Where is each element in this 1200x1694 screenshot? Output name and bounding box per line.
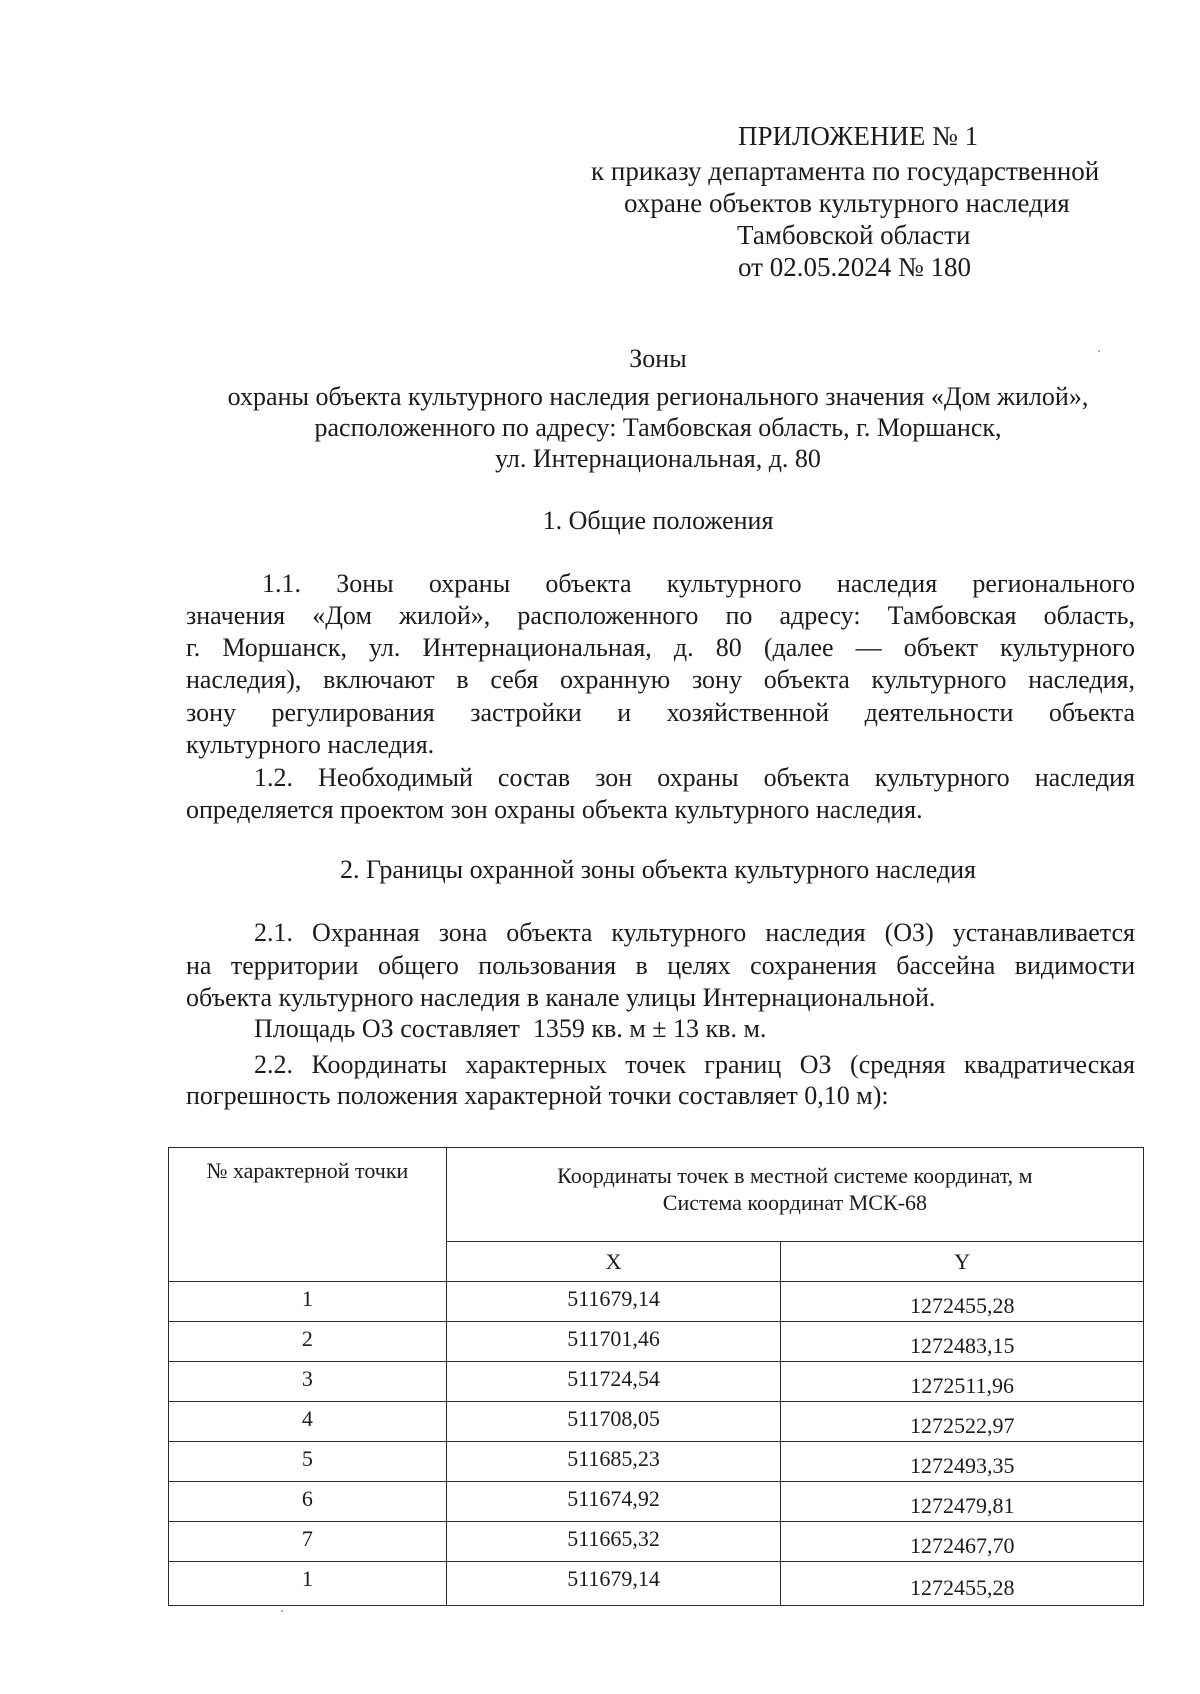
coord-y: 1272483,15 bbox=[781, 1322, 1144, 1362]
title-object-line: охраны объекта культурного наследия регионального значения «Дом жилой», bbox=[227, 382, 1089, 411]
coord-x: 511679,14 bbox=[446, 1282, 781, 1322]
scan-speck bbox=[1098, 350, 1100, 352]
point-number: 7 bbox=[169, 1522, 447, 1562]
coord-x: 511665,32 bbox=[446, 1522, 781, 1562]
coord-y: 1272493,35 bbox=[781, 1442, 1144, 1482]
header-coordinates-line-1: Координаты точек в местной системе координат, м bbox=[557, 1163, 1033, 1188]
section-2-heading: 2. Границы охранной зоны объекта культурного наследия bbox=[339, 855, 977, 884]
header-point-number-label: № характерной точки bbox=[206, 1158, 409, 1183]
point-number: 6 bbox=[169, 1482, 447, 1522]
para-1-1-line-2: значения «Дом жилой», расположенного по адресу: Тамбовская область, bbox=[186, 601, 1135, 630]
title-street-line: ул. Интернациональная, д. 80 bbox=[495, 444, 821, 473]
coord-x: 511679,14 bbox=[446, 1562, 781, 1606]
point-number: 2 bbox=[169, 1322, 447, 1362]
appendix-date-line: от 02.05.2024 № 180 bbox=[738, 252, 971, 282]
header-coordinates bbox=[446, 1148, 1143, 1242]
para-2-1-line-1: 2.1. Охранная зона объекта культурного наследия (ОЗ) устанавливается bbox=[254, 918, 1135, 947]
appendix-region-line: Тамбовской области bbox=[737, 220, 971, 250]
header-x: X bbox=[446, 1242, 781, 1282]
para-1-1-line-4: наследия), включают в себя охранную зону объекта культурного наследия, bbox=[186, 665, 1135, 694]
scan-speck bbox=[281, 1610, 283, 1612]
para-2-1-line-3: объекта культурного наследия в канале улицы Интернациональной. bbox=[186, 983, 936, 1012]
header-coordinates-line-2: Система координат МСК-68 bbox=[662, 1190, 927, 1215]
table-row bbox=[169, 1402, 1144, 1442]
table-row bbox=[169, 1282, 1144, 1322]
coord-y: 1272522,97 bbox=[781, 1402, 1144, 1442]
coord-x: 511724,54 bbox=[446, 1362, 781, 1402]
coord-y: 1272479,81 bbox=[781, 1482, 1144, 1522]
coord-x: 511708,05 bbox=[446, 1402, 781, 1442]
section-1-heading: 1. Общие положения bbox=[542, 506, 774, 535]
appendix-department-line: охране объектов культурного наследия bbox=[624, 188, 1070, 218]
title-address-line: расположенного по адресу: Тамбовская область, г. Моршанск, bbox=[314, 413, 1002, 442]
para-1-2-line-2: определяется проектом зон охраны объекта культурного наследия. bbox=[186, 795, 923, 824]
para-1-1-line-1: 1.1. Зоны охраны объекта культурного наследия регионального bbox=[262, 569, 1135, 598]
para-1-1-line-6: культурного наследия. bbox=[186, 730, 435, 759]
para-1-1-line-5: зону регулирования застройки и хозяйственной деятельности объекта bbox=[186, 698, 1135, 727]
header-y: Y bbox=[781, 1242, 1144, 1282]
area-statement: Площадь ОЗ составляет 1359 кв. м ± 13 кв. м. bbox=[254, 1014, 767, 1043]
para-2-2-line-1: 2.2. Координаты характерных точек границ ОЗ (средняя квадратическая bbox=[254, 1050, 1135, 1079]
coord-y: 1272455,28 bbox=[781, 1282, 1144, 1322]
coord-x: 511701,46 bbox=[446, 1322, 781, 1362]
point-number: 4 bbox=[169, 1402, 447, 1442]
table-row bbox=[169, 1362, 1144, 1402]
point-number: 3 bbox=[169, 1362, 447, 1402]
appendix-number: ПРИЛОЖЕНИЕ № 1 bbox=[738, 121, 979, 151]
title-zones: Зоны bbox=[629, 344, 687, 373]
para-1-1-line-3: г. Моршанск, ул. Интернациональная, д. 80 (далее — объект культурного bbox=[186, 633, 1135, 662]
point-number: 5 bbox=[169, 1442, 447, 1482]
point-number: 1 bbox=[169, 1282, 447, 1322]
table-row bbox=[169, 1562, 1144, 1606]
para-2-1-line-2: на территории общего пользования в целях сохранения бассейна видимости bbox=[186, 951, 1135, 980]
table-row bbox=[169, 1522, 1144, 1562]
coord-x: 511674,92 bbox=[446, 1482, 781, 1522]
table-row bbox=[169, 1482, 1144, 1522]
appendix-order-line: к приказу департамента по государственной bbox=[591, 156, 1100, 186]
table-row bbox=[169, 1442, 1144, 1482]
coord-y: 1272467,70 bbox=[781, 1522, 1144, 1562]
coord-y: 1272511,96 bbox=[781, 1362, 1144, 1402]
para-2-2-line-2: погрешность положения характерной точки составляет 0,10 м): bbox=[186, 1081, 889, 1110]
coord-x: 511685,23 bbox=[446, 1442, 781, 1482]
table-row bbox=[169, 1322, 1144, 1362]
header-point-number bbox=[169, 1148, 447, 1282]
coord-y: 1272455,28 bbox=[781, 1562, 1144, 1606]
point-number: 1 bbox=[169, 1562, 447, 1606]
coordinates-table bbox=[168, 1147, 1144, 1606]
para-1-2-line-1: 1.2. Необходимый состав зон охраны объекта культурного наследия bbox=[254, 763, 1135, 792]
